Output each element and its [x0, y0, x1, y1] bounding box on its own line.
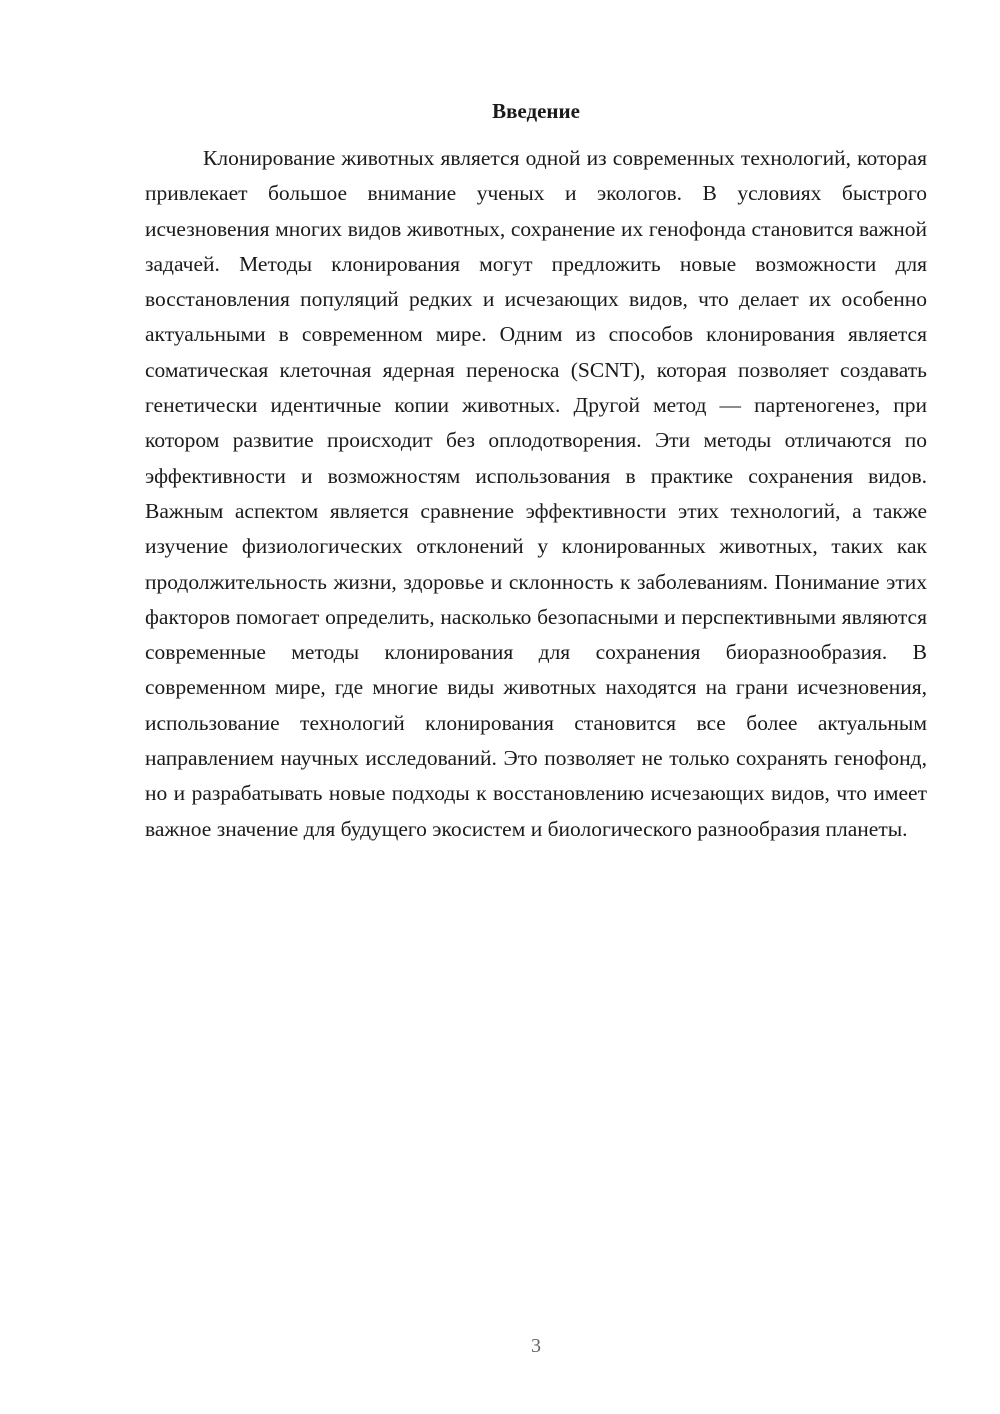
page-number: 3 [531, 1335, 541, 1357]
body-paragraph: Клонирование животных является одной из современных технологий, которая привлекает большое внимание ученых и экологов. В условиях быстрого исчезновения многих видов животных, сохранение их генофонда становится важной задачей. Методы клонирования могут предложить новые возможности для восстановления популяций редких и исчезающих видов, что делает их особенно актуальными в современном мире. Одним из способов клонирования является соматическая клеточная ядерная переноска (SCNT), которая позволяет создавать генетически идентичные копии животных. Другой метод — партеногенез, при котором развитие происходит без оплодотворения. Эти методы отличаются по эффективности и возможностям использования в практике сохранения видов. Важным аспектом является сравнение эффективности этих технологий, а также изучение физиологических отклонений у клонированных животных, таких как продолжительность жизни, здоровье и склонность к заболеваниям. Понимание этих факторов помогает определить, насколько безопасными и перспективными являются современные методы клонирования для сохранения биоразнообразия. В современном мире, где многие виды животных находятся на грани исчезновения, использование технологий клонирования становится все более актуальным направлением научных исследований. Это позволяет не только сохранять генофонд, но и разрабатывать новые подходы к восстановлению исчезающих видов, что имеет важное значение для будущего экосистем и биологического разнообразия планеты. [145, 146, 927, 841]
section-heading: Введение [492, 99, 580, 123]
